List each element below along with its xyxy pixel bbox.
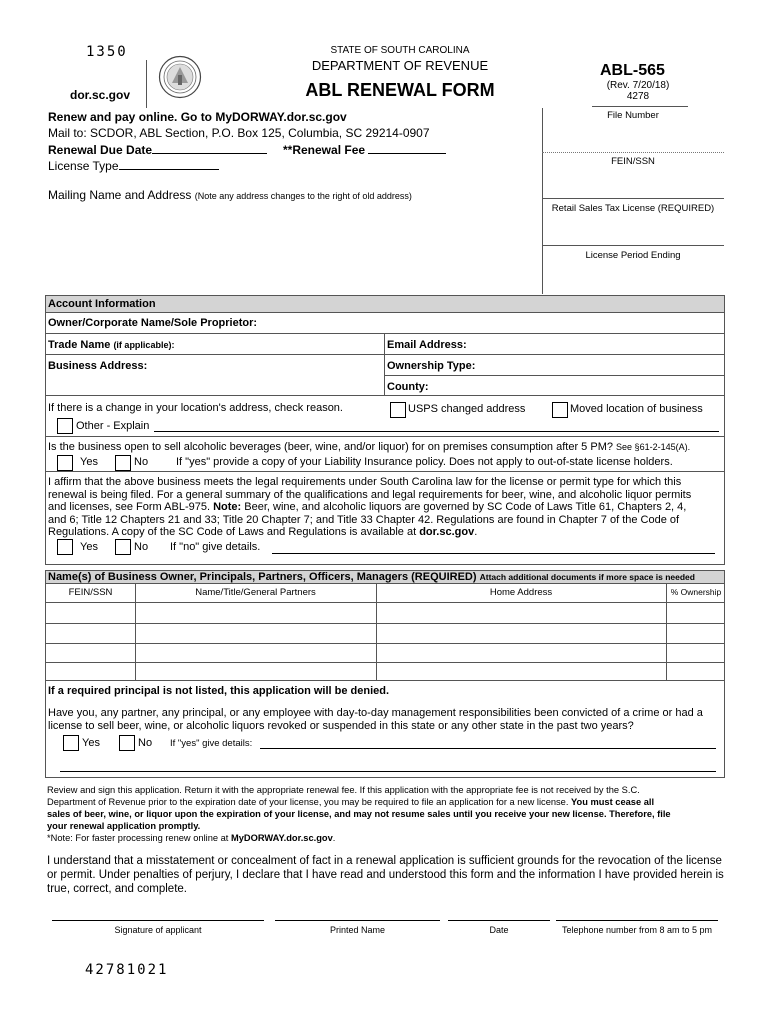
state-seal-icon <box>158 55 202 99</box>
page-title: ABL RENEWAL FORM <box>305 80 495 100</box>
renewal-due-date-label: Renewal Due Date <box>48 142 267 157</box>
mailing-address-label: Mailing Name and Address (Note any address changes to the right of old address) <box>48 188 412 202</box>
address-change-text: If there is a change in your location's address, check reason. <box>48 402 343 414</box>
revision-number: 4278 <box>626 91 650 102</box>
affirm-section <box>45 471 725 565</box>
alcohol-no-checkbox[interactable] <box>115 455 131 471</box>
instructions-text: Review and sign this application. Return it with the appropriate renewal fee. If this application with the appropriate fee is not received by the S.C. Department of Revenue prior to the expiration date of your license, you may be required to file an application for a new license. You must cease all sales of beer, wine, or liquor upon the expiration of your license, and may not resume sales until you receive your new license. Therefore, file your renewal application promptly. *Note: For faster processing renew online at MyDORWAY.dor.sc.gov. <box>47 785 671 843</box>
table-row[interactable] <box>46 643 724 644</box>
signature-label: Signature of applicant <box>114 925 202 935</box>
crime-question-section <box>45 680 725 778</box>
usps-changed-checkbox[interactable] <box>390 402 406 418</box>
license-period-label: License Period Ending <box>585 250 681 261</box>
file-number-label: File Number <box>607 110 659 121</box>
crime-if-yes-label: If "yes" give details: <box>170 738 253 749</box>
other-explain-label: Other - Explain <box>76 420 150 432</box>
county-field[interactable]: County: <box>384 375 725 396</box>
affirm-yes-checkbox[interactable] <box>57 539 73 555</box>
column-header-address: Home Address <box>489 587 553 598</box>
owner-name-field[interactable]: Owner/Corporate Name/Sole Proprietor: <box>45 312 725 334</box>
account-info-header: Account Information <box>45 295 725 313</box>
other-explain-checkbox[interactable] <box>57 418 73 434</box>
table-row[interactable] <box>46 623 724 624</box>
date-label: Date <box>489 925 509 935</box>
fein-ssn-label: FEIN/SSN <box>611 156 655 167</box>
usps-changed-label: USPS changed address <box>408 403 526 415</box>
principals-header: Name(s) of Business Owner, Principals, Partners, Officers, Managers (REQUIRED) Attach additional documents if more space is needed <box>45 570 725 584</box>
telephone-label: Telephone number from 8 am to 5 pm <box>561 925 713 935</box>
department-name: DEPARTMENT OF REVENUE <box>311 58 489 73</box>
retail-license-label: Retail Sales Tax License (REQUIRED) <box>551 203 715 214</box>
crime-yes-checkbox[interactable] <box>63 735 79 751</box>
alcohol-yes-label: Yes <box>80 456 98 468</box>
website-label: dor.sc.gov <box>70 88 131 102</box>
affirm-text: I affirm that the above business meets the legal requirements under South Carolina law for the license or permit type for which this renewal is being filed. For a general summary of the qualifications and legal requirements for beer, wine, and alcoholic liquor permits and licenses, see Form ABL-975. Note: Beer, wine, and alcoholic liquors are governed by SC Code of Laws Title 61, Chapters 2, 4, and 6; Title 12 Chapters 21 and 33; Title 20 Chapter 7; and Title 33 Chapter 42. Regulations are found in Chapter 7 of the Code of Regulations. A copy of the SC Code of Laws and Regulations is available at dor.sc.gov. <box>48 476 692 538</box>
moved-location-checkbox[interactable] <box>552 402 568 418</box>
barcode-number: 42781021 <box>85 962 169 978</box>
printed-name-label: Printed Name <box>329 925 386 935</box>
affirm-no-checkbox[interactable] <box>115 539 131 555</box>
crime-question-text: Have you, any partner, any principal, or any employee with day-to-day management responsibilities been convicted of a crime or had a license to sell beer, wine, or alcoholic liquors revoked or suspended in this state or any other state in the past two years? <box>48 707 703 732</box>
header-divider <box>146 60 147 108</box>
crime-no-checkbox[interactable] <box>119 735 135 751</box>
business-address-field[interactable]: Business Address: <box>45 354 385 396</box>
principal-denied-note: If a required principal is not listed, this application will be denied. <box>48 685 390 697</box>
printed-name-line[interactable] <box>275 920 440 921</box>
affirm-details-line[interactable] <box>272 553 715 554</box>
crime-details-line[interactable] <box>260 748 716 749</box>
alcohol-question-text: Is the business open to sell alcoholic beverages (beer, wine, and/or liquor) for on premises consumption after 5 PM? See §61-2-145(A). <box>48 441 691 453</box>
column-header-name: Name/Title/General Partners <box>195 587 316 598</box>
other-explain-line[interactable] <box>154 431 719 432</box>
ownership-type-field[interactable]: Ownership Type: <box>384 354 725 376</box>
signature-line[interactable] <box>52 920 264 921</box>
email-address-field[interactable]: Email Address: <box>384 333 725 355</box>
alcohol-no-label: No <box>134 456 149 468</box>
renew-online-text: Renew and pay online. Go to MyDORWAY.dor.sc.gov <box>48 110 347 124</box>
revision-date: (Rev. 7/20/18) <box>606 80 670 91</box>
handwritten-form-code: 1350 <box>86 44 128 60</box>
crime-details-line-2[interactable] <box>60 771 716 772</box>
column-header-ownership: % Ownership <box>670 587 722 597</box>
form-id: ABL-565 <box>600 62 665 79</box>
perjury-statement: I understand that a misstatement or concealment of fact in a renewal application is sufficient grounds for the revocation of the license or permit. Under penalties of perjury, I declare that I have read and understood this form and the information I have provided herein is true, correct, and complete. <box>47 855 724 895</box>
date-line[interactable] <box>448 920 550 921</box>
principals-table <box>45 583 725 681</box>
column-header-fein: FEIN/SSN <box>68 587 113 598</box>
table-row[interactable] <box>46 662 724 663</box>
affirm-no-label: No <box>134 541 149 553</box>
alcohol-yes-checkbox[interactable] <box>57 455 73 471</box>
license-type-label: License Type <box>48 158 219 173</box>
telephone-line[interactable] <box>556 920 718 921</box>
alcohol-note-text: If "yes" provide a copy of your Liability Insurance policy. Does not apply to out-of-state license holders. <box>176 456 673 468</box>
crime-no-label: No <box>138 737 153 749</box>
crime-yes-label: Yes <box>82 737 100 749</box>
address-change-section <box>45 395 725 437</box>
renewal-fee-label: **Renewal Fee <box>283 142 446 157</box>
affirm-if-no-label: If "no" give details. <box>170 541 261 553</box>
affirm-yes-label: Yes <box>80 541 98 553</box>
moved-location-label: Moved location of business <box>570 403 703 415</box>
trade-name-field[interactable]: Trade Name (if applicable): <box>45 333 385 355</box>
mail-to-text: Mail to: SCDOR, ABL Section, P.O. Box 125, Columbia, SC 29214-0907 <box>48 126 430 140</box>
alcohol-question-section <box>45 436 725 472</box>
state-name: STATE OF SOUTH CAROLINA <box>330 45 470 56</box>
